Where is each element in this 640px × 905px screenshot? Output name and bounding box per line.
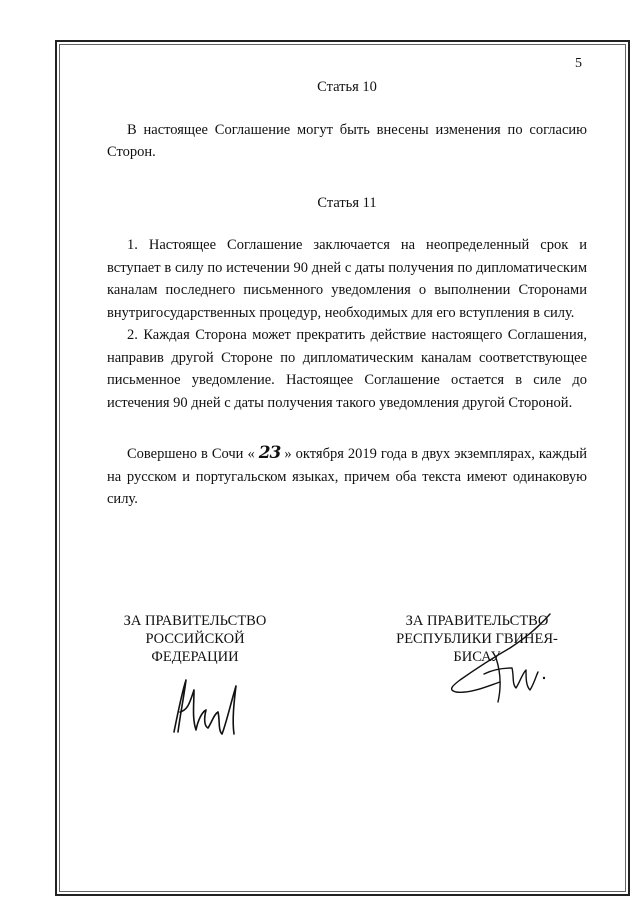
signature-guinea-bissau-icon [440, 610, 560, 710]
closing-paragraph [107, 442, 587, 511]
closing-before-date: Совершено в Сочи « [127, 446, 255, 462]
document-body [107, 76, 587, 511]
article-11-para-2: 2. Каждая Сторона может прекратить действие настоящего Соглашения, направив другой Стороне по дипломатическим каналам соответствующее письменное уведомление. Настоящее Соглашение остается в силе до истечения 90 дней с даты получения такого уведомления другой Стороной. [107, 327, 587, 411]
article-10-heading: Статья 10 [317, 79, 377, 95]
page-number: 5 [575, 56, 582, 71]
article-11-heading: Статья 11 [317, 194, 377, 211]
signatory-russia [110, 612, 280, 666]
signatory-russia-line-2: РОССИЙСКОЙ [145, 631, 245, 647]
signatory-gb-line-3: БИСАУ [453, 649, 501, 665]
handwritten-day: 23 [258, 443, 281, 463]
article-11-para-1: 1. Настоящее Соглашение заключается на неопределенный срок и вступает в силу по истечении 90 дней с даты получения по дипломатическим каналам последнего письменного уведомления о выполнении Сторонами внутригосударственных процедур, необходимых для его вступления в силу. [107, 237, 587, 321]
signatory-gb-line-2: РЕСПУБЛИКИ ГВИНЕЯ- [396, 631, 558, 647]
signatory-russia-line-1: ЗА ПРАВИТЕЛЬСТВО [123, 613, 267, 629]
article-10-text: В настоящее Соглашение могут быть внесены изменения по согласию Сторон. [107, 121, 587, 160]
signature-russia-icon [160, 672, 250, 742]
signatory-russia-line-3: ФЕДЕРАЦИИ [151, 649, 239, 665]
closing-after-date: » октября 2019 года в двух экземплярах, каждый на русском и португальском языках, причем оба текста имеют одинаковую силу. [107, 446, 588, 507]
signatory-gb-line-1: ЗА ПРАВИТЕЛЬСТВО [405, 613, 549, 629]
